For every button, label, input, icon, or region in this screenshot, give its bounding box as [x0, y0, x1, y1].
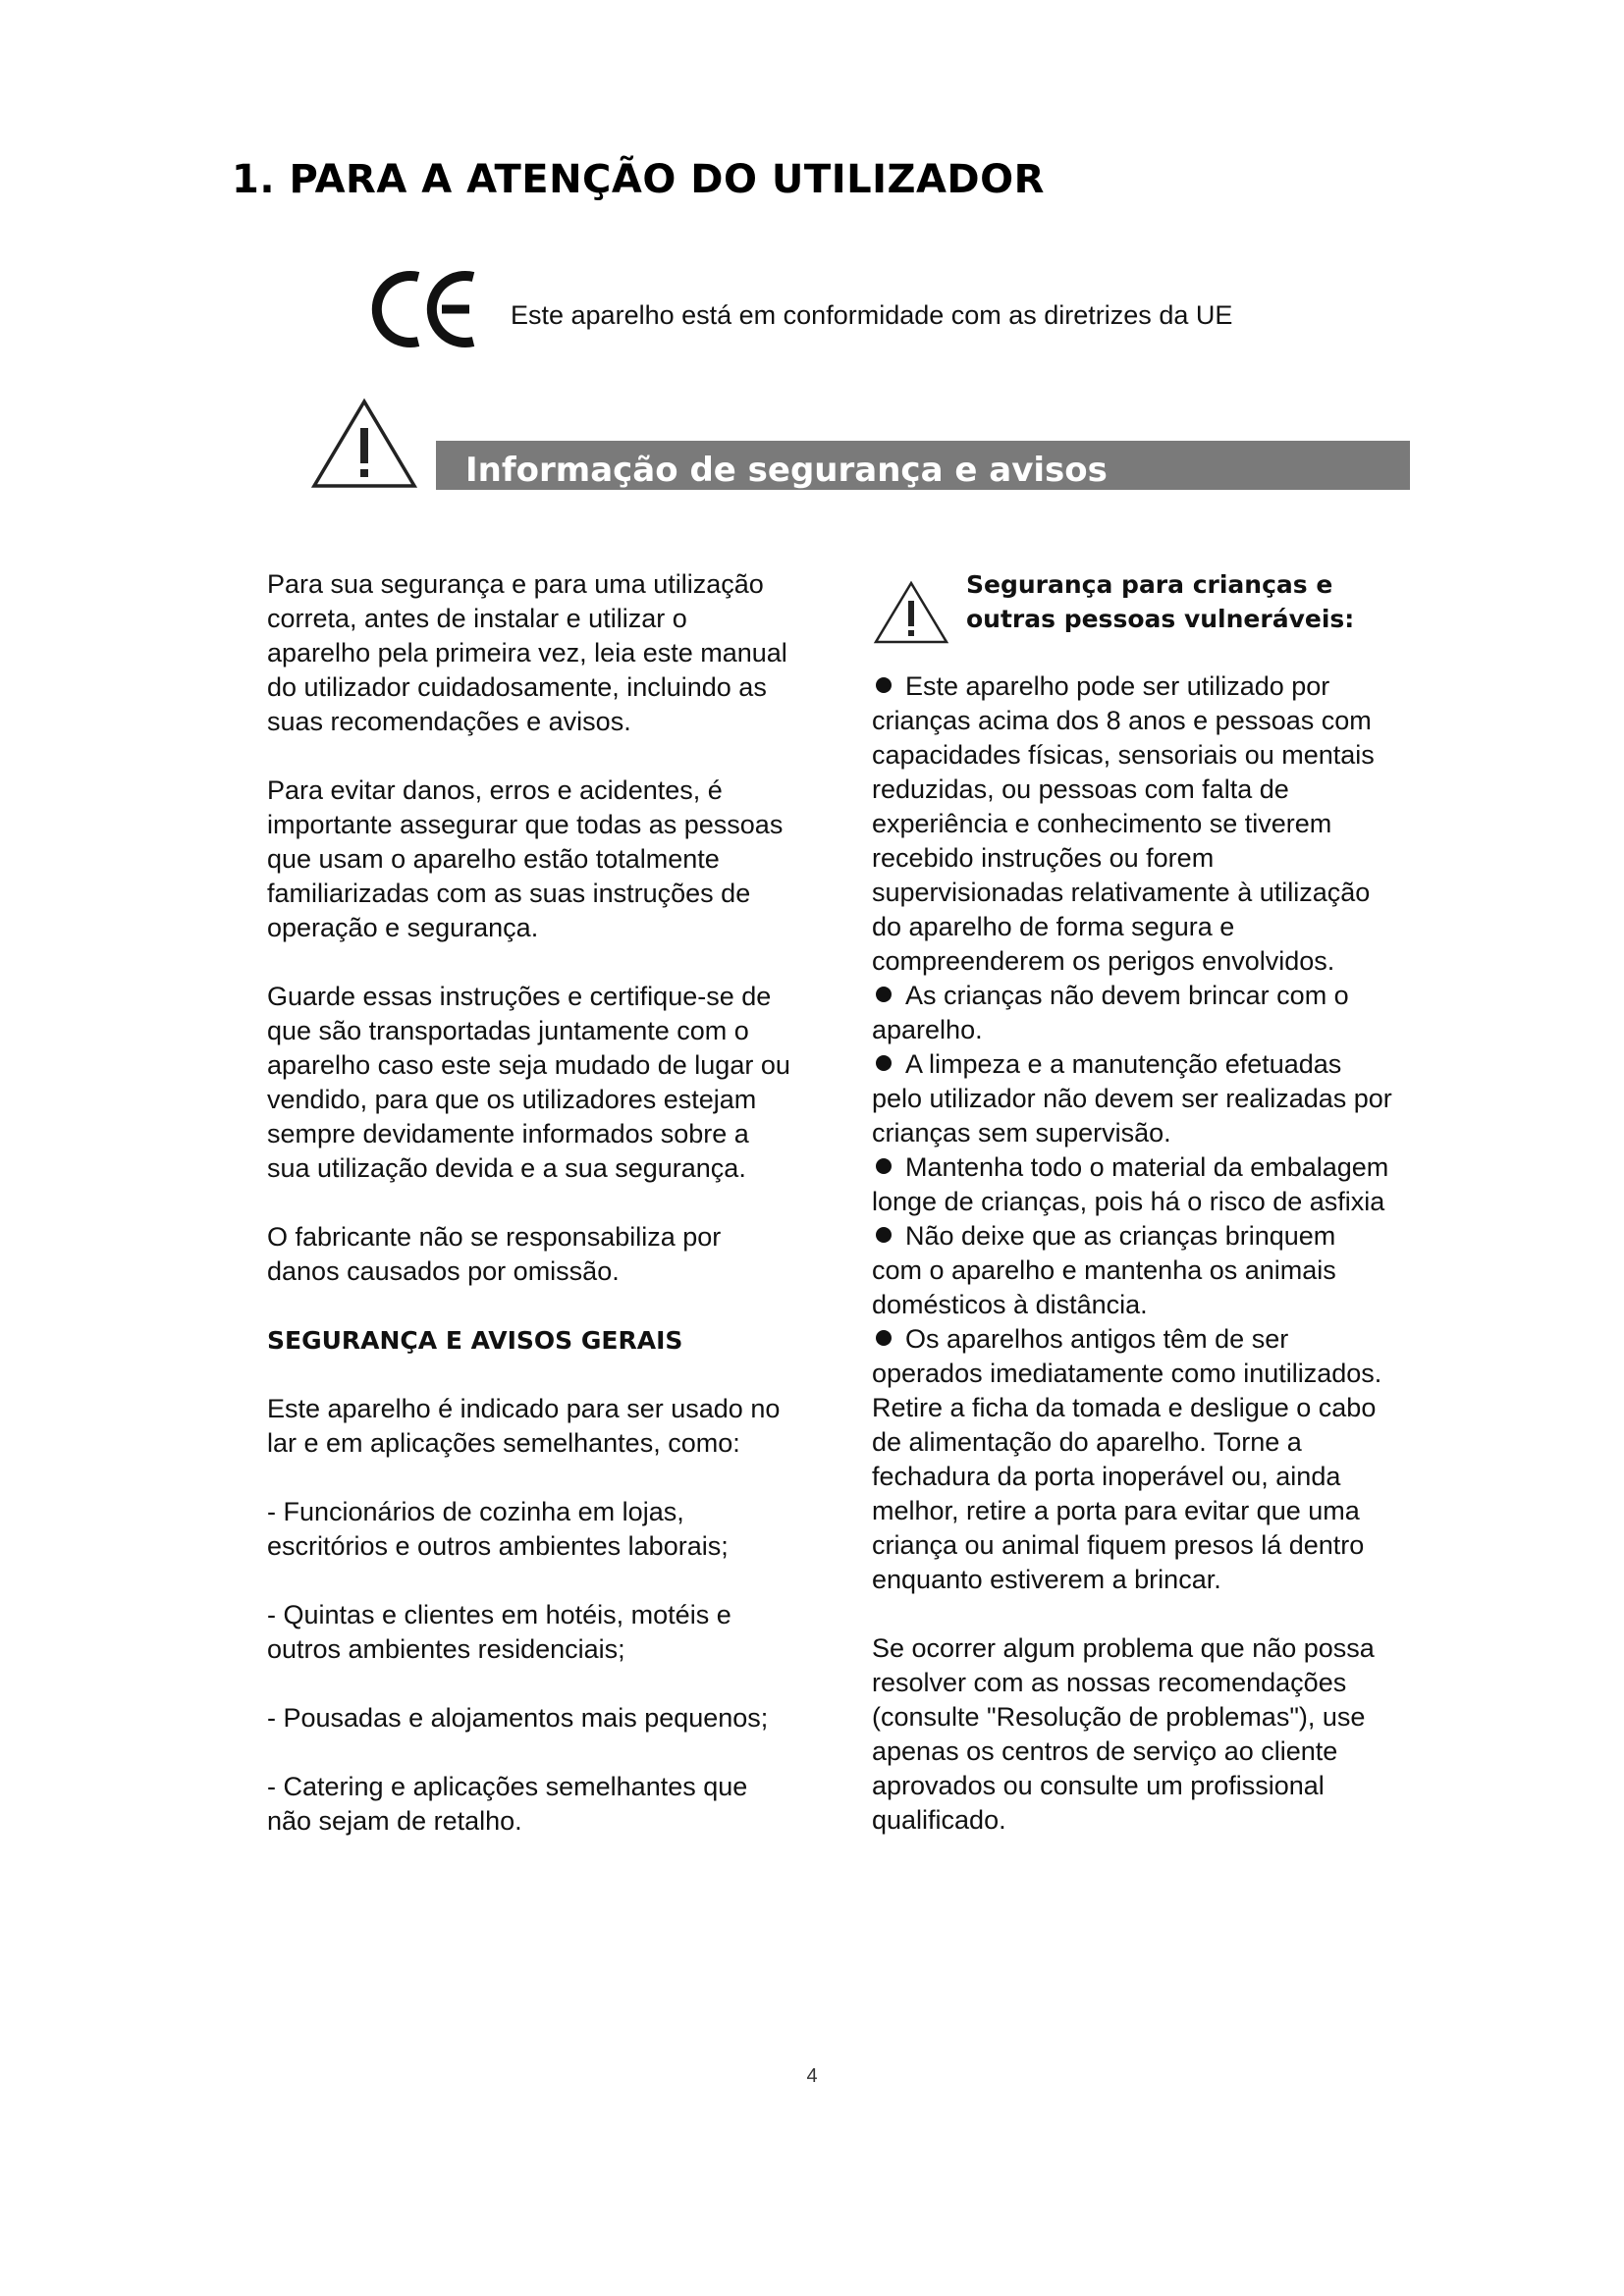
bullet-icon — [876, 1158, 892, 1174]
use-item: - Quintas e clientes em hotéis, motéis e outros ambientes residenciais; — [267, 1600, 731, 1664]
child-safety-title-line1: Segurança para crianças e — [966, 570, 1333, 599]
keep-instructions-paragraph: Guarde essas instruções e certifique-se de que são transportadas juntamente com o aparelho caso este seja mudado de lugar ou vendido, para que os utilizadores estejam sempre devidamente informados sobre a sua utilização devida e a sua segurança. — [267, 982, 790, 1183]
list-item-text: Este aparelho pode ser utilizado por crianças acima dos 8 anos e pessoas com capacidades físicas, sensoriais ou mentais reduzidas, ou pessoas com falta de experiência e conhecimento se tiverem recebido instruções ou forem supervisionadas relativamente à utilização do aparelho de forma segura e compreenderem os perigos envolvidos. — [872, 671, 1375, 976]
child-safety-title-line2: outras pessoas vulneráveis: — [966, 605, 1355, 633]
bullet-icon — [876, 987, 892, 1002]
list-item-text: Mantenha todo o material da embalagem longe de crianças, pois há o risco de asfixia — [872, 1152, 1389, 1216]
safety-banner: Informação de segurança e avisos — [436, 441, 1410, 490]
list-item — [872, 1219, 1392, 1322]
left-column — [267, 567, 797, 1873]
list-item — [872, 1322, 1392, 1597]
list-item-text: A limpeza e a manutenção efetuadas pelo utilizador não devem ser realizadas por crianças sem supervisão. — [872, 1049, 1392, 1148]
intended-use-paragraph: Este aparelho é indicado para ser usado no lar e em aplicações semelhantes, como: — [267, 1394, 781, 1458]
list-item-text: Os aparelhos antigos têm de ser operados imediatamente como inutilizados. Retire a ficha da tomada e desligue o cabo de alimentação do aparelho. Torne a fechadura da porta inoperável ou, ainda melhor, retire a porta para evitar que uma criança ou animal fiquem presos lá dentro enquanto estiverem a brincar. — [872, 1324, 1382, 1594]
list-item-text: As crianças não devem brincar com o aparelho. — [872, 981, 1349, 1044]
ce-mark-icon — [371, 269, 481, 349]
ce-statement: Este aparelho está em conformidade com as diretrizes da UE — [511, 300, 1233, 330]
right-column — [872, 567, 1392, 1872]
child-safety-list — [872, 669, 1392, 1597]
page-number: 4 — [806, 2065, 818, 2087]
use-item: - Pousadas e alojamentos mais pequenos; — [267, 1703, 769, 1733]
service-paragraph: Se ocorrer algum problema que não possa resolver com as nossas recomendações (consulte "Resolução de problemas"), use apenas os centros de serviço ao cliente aprovados ou consulte um profissional qualificado. — [872, 1633, 1375, 1835]
list-item-text: Não deixe que as crianças brinquem com o aparelho e mantenha os animais domésticos à distância. — [872, 1221, 1336, 1319]
manufacturer-paragraph: O fabricante não se responsabiliza por danos causados por omissão. — [267, 1222, 722, 1286]
list-item — [872, 1150, 1392, 1219]
bullet-icon — [876, 1227, 892, 1243]
list-item — [872, 979, 1392, 1047]
bullet-icon — [876, 1330, 892, 1346]
warning-triangle-icon — [310, 397, 418, 491]
use-item: - Funcionários de cozinha em lojas, escritórios e outros ambientes laborais; — [267, 1497, 729, 1561]
list-item — [872, 669, 1392, 979]
child-safety-header — [872, 567, 1392, 646]
general-safety-heading: SEGURANÇA E AVISOS GERAIS — [267, 1326, 683, 1355]
intro-paragraph: Para sua segurança e para uma utilização correta, antes de instalar e utilizar o aparelho pela primeira vez, leia este manual do utilizador cuidadosamente, incluindo as suas recomendações e avisos. — [267, 569, 787, 736]
child-safety-title — [966, 567, 1354, 636]
list-item — [872, 1047, 1392, 1150]
familiarity-paragraph: Para evitar danos, erros e acidentes, é importante assegurar que todas as pessoas que usam o aparelho estão totalmente familiarizadas com as suas instruções de operação e segurança. — [267, 775, 784, 942]
bullet-icon — [876, 677, 892, 693]
warning-triangle-icon — [872, 579, 950, 646]
bullet-icon — [876, 1055, 892, 1071]
page-title: 1. PARA A ATENÇÃO DO UTILIZADOR — [232, 157, 1045, 202]
use-item: - Catering e aplicações semelhantes que não sejam de retalho. — [267, 1772, 748, 1836]
